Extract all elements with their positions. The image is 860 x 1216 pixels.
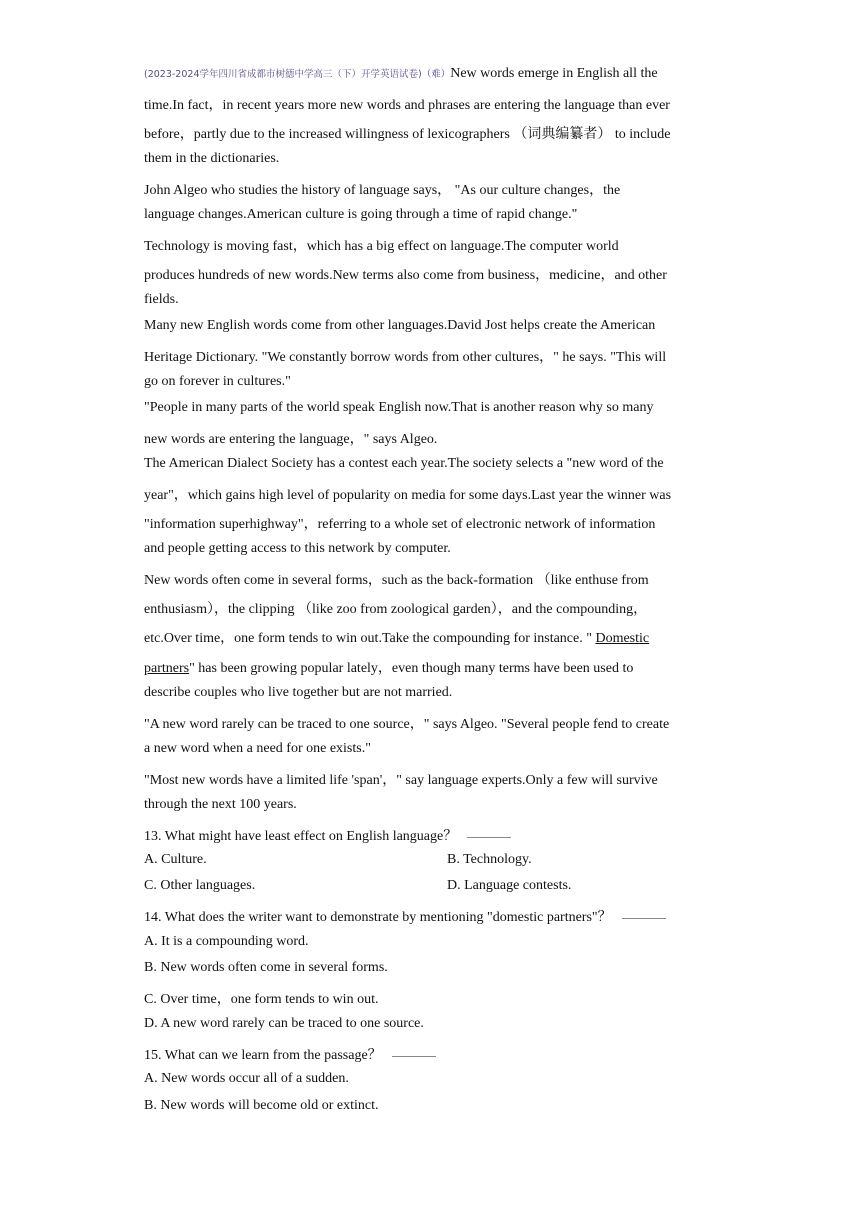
passage-line: year"，which gains high level of popularity on media for some days.Last year the winner was bbox=[144, 488, 672, 503]
passage-line: enthusiasm），the clipping （like zoo from zoological garden），and the compounding， bbox=[144, 602, 648, 617]
question-text: 14. What does the writer want to demonstrate by mentioning "domestic partners"？ bbox=[144, 910, 612, 925]
underlined-term: Domestic bbox=[595, 631, 650, 646]
option-c[interactable]: C. Over time，one form tends to win out. bbox=[144, 992, 379, 1007]
underlined-term: partners bbox=[144, 661, 190, 676]
option-b[interactable]: B. New words will become old or extinct. bbox=[144, 1098, 379, 1113]
option-a[interactable]: A. It is a compounding word. bbox=[144, 934, 309, 949]
passage-line: Technology is moving fast，which has a big effect on language.The computer world bbox=[144, 239, 619, 254]
option-a[interactable]: A. New words occur all of a sudden. bbox=[144, 1071, 349, 1086]
option-d[interactable]: D. A new word rarely can be traced to one source. bbox=[144, 1016, 424, 1031]
answer-blank[interactable] bbox=[467, 837, 511, 838]
passage-line: "A new word rarely can be traced to one source，" says Algeo. "Several people fend to create bbox=[144, 717, 670, 732]
passage-line: language changes.American culture is going through a time of rapid change." bbox=[144, 207, 578, 222]
passage-line bbox=[144, 627, 649, 647]
passage-line: time.In fact，in recent years more new words and phrases are entering the language than ever bbox=[144, 98, 670, 113]
passage-line bbox=[144, 66, 658, 82]
question-text: 13. What might have least effect on English language？ bbox=[144, 829, 458, 844]
passage-text: " has been growing popular lately，even though many terms have been used to bbox=[189, 661, 634, 676]
option-b[interactable]: B. Technology. bbox=[447, 852, 532, 867]
question-14-stem bbox=[144, 906, 666, 926]
answer-blank[interactable] bbox=[622, 918, 666, 919]
passage-line: fields. bbox=[144, 292, 179, 307]
passage-text: New words emerge in English all the bbox=[450, 66, 658, 81]
question-13-options-row bbox=[144, 852, 750, 868]
passage-line: describe couples who live together but are not married. bbox=[144, 685, 453, 700]
option-a[interactable]: A. Culture. bbox=[144, 852, 207, 867]
passage-line: new words are entering the language，" says Algeo. bbox=[144, 432, 438, 447]
passage-line: "Most new words have a limited life 'span'，" say language experts.Only a few will survive bbox=[144, 773, 658, 788]
passage-line: New words often come in several forms，such as the back-formation （like enthuse from bbox=[144, 573, 649, 588]
passage-line: "information superhighway"，referring to a whole set of electronic network of information bbox=[144, 517, 656, 532]
source-tag: (2023-2024学年四川省成都市树德中学高三（下）开学英语试卷)（难） bbox=[144, 69, 451, 80]
question-13-options-row bbox=[144, 878, 750, 894]
passage-line: Heritage Dictionary. "We constantly borrow words from other cultures，" he says. "This will bbox=[144, 350, 667, 365]
passage-line: them in the dictionaries. bbox=[144, 151, 280, 166]
question-15-stem bbox=[144, 1044, 436, 1064]
passage-line: John Algeo who studies the history of language says， "As our culture changes，the bbox=[144, 183, 621, 198]
answer-blank[interactable] bbox=[392, 1056, 436, 1057]
passage-line: before，partly due to the increased willingness of lexicographers （词典编纂者） to include bbox=[144, 127, 671, 142]
question-13-stem bbox=[144, 825, 511, 845]
passage-line bbox=[144, 657, 633, 677]
passage-line: through the next 100 years. bbox=[144, 797, 297, 812]
passage-line: The American Dialect Society has a contest each year.The society selects a "new word of the bbox=[144, 456, 664, 471]
option-b[interactable]: B. New words often come in several forms. bbox=[144, 960, 388, 975]
option-c[interactable]: C. Other languages. bbox=[144, 878, 256, 893]
question-text: 15. What can we learn from the passage？ bbox=[144, 1048, 382, 1063]
passage-text: etc.Over time，one form tends to win out.Take the compounding for instance. " bbox=[144, 631, 596, 646]
passage-line: "People in many parts of the world speak English now.That is another reason why so many bbox=[144, 400, 654, 415]
passage-line: go on forever in cultures." bbox=[144, 374, 291, 389]
passage-line: Many new English words come from other languages.David Jost helps create the American bbox=[144, 318, 656, 333]
passage-line: a new word when a need for one exists." bbox=[144, 741, 371, 756]
passage-line: produces hundreds of new words.New terms also come from business，medicine，and other bbox=[144, 268, 667, 283]
option-d[interactable]: D. Language contests. bbox=[447, 878, 572, 893]
passage-line: and people getting access to this network by computer. bbox=[144, 541, 451, 556]
